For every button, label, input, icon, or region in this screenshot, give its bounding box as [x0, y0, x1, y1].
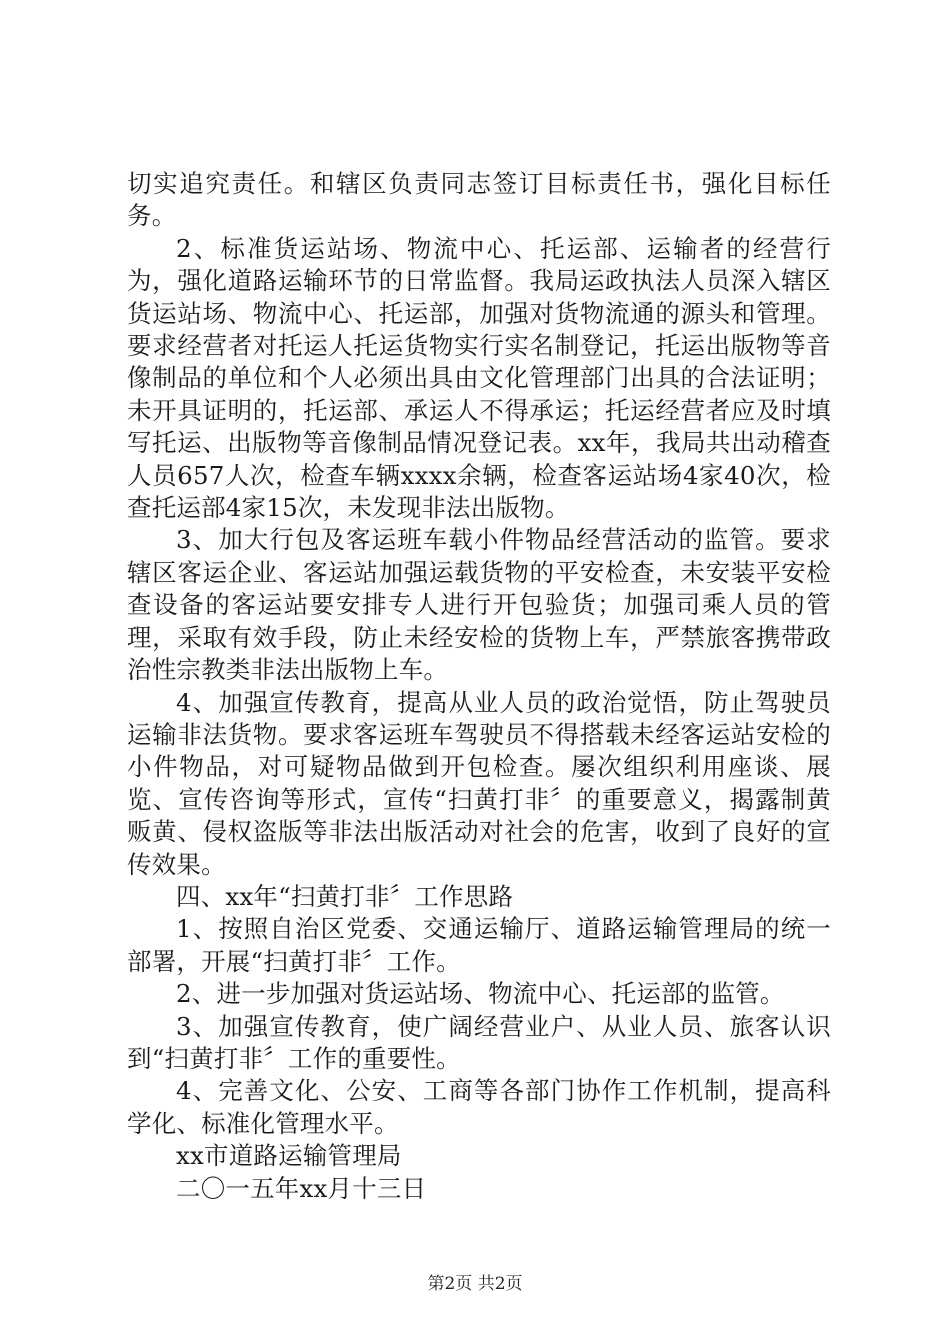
paragraph: 切实追究责任。和辖区负责同志签订目标责任书，强化目标任务。	[127, 169, 831, 231]
paragraph: 2、标准货运站场、物流中心、托运部、运输者的经营行为，强化道路运输环节的日常监督。我局运政执法人员深入辖区货运站场、物流中心、托运部，加强对货物流通的源头和管理。要求经营者对托运人托运货物实行实名制登记，托运出版物等音像制品的单位和个人必须出具由文化管理部门出具的合法证明；未开具证明的，托运部、承运人不得承运；托运经营者应及时填写托运、出版物等音像制品情况登记表。xx年，我局共出动稽查人员657人次，检查车辆xxxx余辆，检查客运站场4家40次，检查托运部4家15次，未发现非法出版物。	[127, 233, 831, 523]
paragraph: 4、加强宣传教育，提高从业人员的政治觉悟，防止驾驶员运输非法货物。要求客运班车驾驶员不得搭载未经客运站安检的小件物品，对可疑物品做到开包检查。屡次组织利用座谈、展览、宣传咨询等形式，宣传“扫黄打非〞的重要意义，揭露制黄贩黄、侵权盗版等非法出版活动对社会的危害，收到了良好的宣传效果。	[127, 687, 831, 879]
document-body	[127, 168, 831, 1205]
paragraph: 3、加大行包及客运班车载小件物品经营活动的监管。要求辖区客运企业、客运站加强运载货物的平安检查，未安装平安检查设备的客运站要安排专人进行开包验货；加强司乘人员的管理，采取有效手段，防止未经安检的货物上车，严禁旅客携带政治性宗教类非法出版物上车。	[127, 525, 831, 685]
paragraph: 4、完善文化、公安、工商等各部门协作工作机制，提高科学化、标准化管理水平。	[127, 1076, 831, 1138]
paragraph: 二〇一五年xx月十三日	[176, 1173, 427, 1203]
paragraph: xx市道路运输管理局	[176, 1141, 402, 1171]
paragraph: 2、进一步加强对货运站场、物流中心、托运部的监管。	[176, 979, 785, 1009]
paragraph: 3、加强宣传教育，使广阔经营业户、从业人员、旅客认识到“扫黄打非〞工作的重要性。	[127, 1011, 831, 1073]
page-footer: 第2页 共2页	[427, 1274, 523, 1294]
paragraph: 1、按照自治区党委、交通运输厅、道路运输管理局的统一部署，开展“扫黄打非〞工作。	[127, 914, 831, 976]
paragraph: 四、xx年“扫黄打非〞工作思路	[176, 881, 514, 911]
